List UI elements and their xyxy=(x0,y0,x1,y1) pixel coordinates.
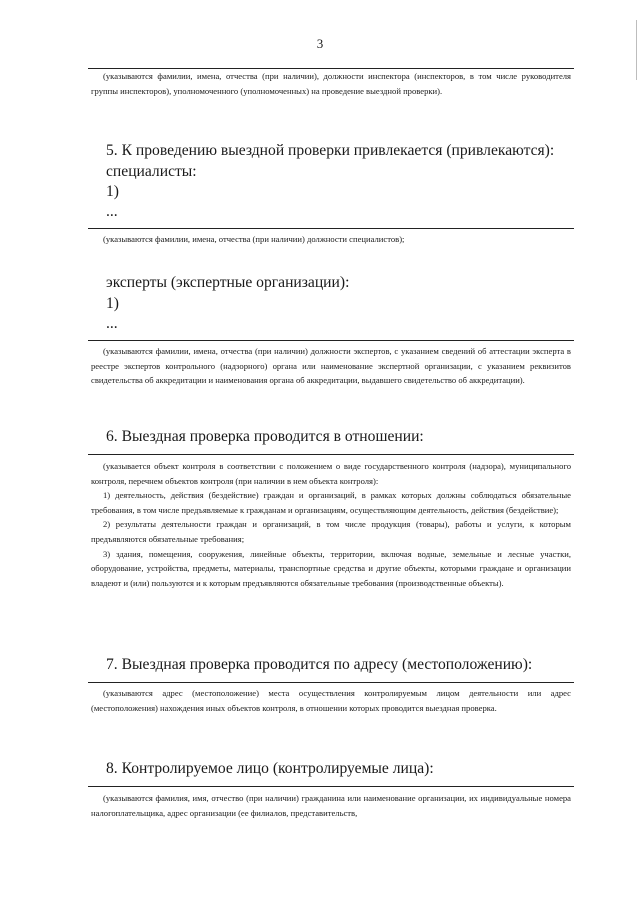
section-8-heading: 8. Контролируемое лицо (контролируемые лица): xyxy=(106,760,434,777)
note-object-item-1: 1) деятельность, действия (бездействие) граждан и организаций, в рамках которых должны соблюдаться обязательные требования, в том числе предъявляемые к гражданам и организациям, осуществляющим деятельность, действия (бездействие); xyxy=(91,490,571,515)
specialists-label: специалисты: xyxy=(106,163,197,180)
fill-line xyxy=(88,454,574,455)
section-7-heading: 7. Выездная проверка проводится по адресу (местоположению): xyxy=(106,656,533,673)
experts-item-1: 1) xyxy=(106,295,119,312)
section-5-heading: 5. К проведению выездной проверки привлекается (привлекаются): xyxy=(106,142,555,159)
fill-line xyxy=(88,340,574,341)
note-object xyxy=(91,459,571,590)
note-object-intro: (указывается объект контроля в соответствии с положением о виде государственного контроля (надзора), муниципального контроля, перечнем объектов контроля (при наличии в нем объекта контроля): xyxy=(91,461,571,486)
note-experts xyxy=(91,344,571,388)
fill-line xyxy=(88,682,574,683)
section-6-heading: 6. Выездная проверка проводится в отношении: xyxy=(106,428,424,445)
experts-label: эксперты (экспертные организации): xyxy=(106,274,350,291)
note-specialists xyxy=(91,232,571,247)
fill-line xyxy=(88,786,574,787)
note-experts-text: (указываются фамилии, имена, отчества (при наличии) должности экспертов, с указанием сведений об аттестации эксперта в реестре экспертов контрольного (надзорного) органа или наименование экспертной организации, с указанием реквизитов свидетельства об аккредитации и наименования органа об аккредитации, выдавшего свидетельство об аккредитации). xyxy=(91,346,571,386)
note-object-item-2: 2) результаты деятельности граждан и организаций, в том числе продукция (товары), работы и услуги, к которым предъявляются обязательные требования; xyxy=(91,519,571,544)
specialists-ellipsis: ... xyxy=(106,203,118,220)
note-controlled-person-text: (указываются фамилия, имя, отчество (при наличии) гражданина или наименование организации, их индивидуальные номера налогоплательщика, адрес организации (ее филиалов, представительств, xyxy=(91,793,571,818)
experts-ellipsis: ... xyxy=(106,315,118,332)
note-object-item-3: 3) здания, помещения, сооружения, линейные объекты, территории, включая водные, земельные и лесные участки, оборудование, устройства, предметы, материалы, транспортные средства и другие объекты, которыми граждане и организации владеют и (или) пользуются и к которым предъявляются обязательные требования (производственные объекты). xyxy=(91,548,571,588)
note-controlled-person xyxy=(91,791,571,820)
page-number: 3 xyxy=(316,36,324,51)
note-address xyxy=(91,686,571,715)
note-address-text: (указываются адрес (местоположение) места осуществления контролируемым лицом деятельности или адрес (местоположения) нахождения иных объектов контроля, в отношении которых проводится выездная проверка. xyxy=(91,688,571,713)
note-inspectors xyxy=(91,69,571,98)
specialists-item-1: 1) xyxy=(106,183,119,200)
note-specialists-text: (указываются фамилии, имена, отчества (при наличии) должности специалистов); xyxy=(103,234,405,244)
fill-line xyxy=(88,228,574,229)
note-inspectors-text: (указываются фамилии, имена, отчества (при наличии), должности инспектора (инспекторов, в том числе руководителя группы инспекторов), уполномоченного (уполномоченных) на проведение выездной проверки). xyxy=(91,71,571,96)
